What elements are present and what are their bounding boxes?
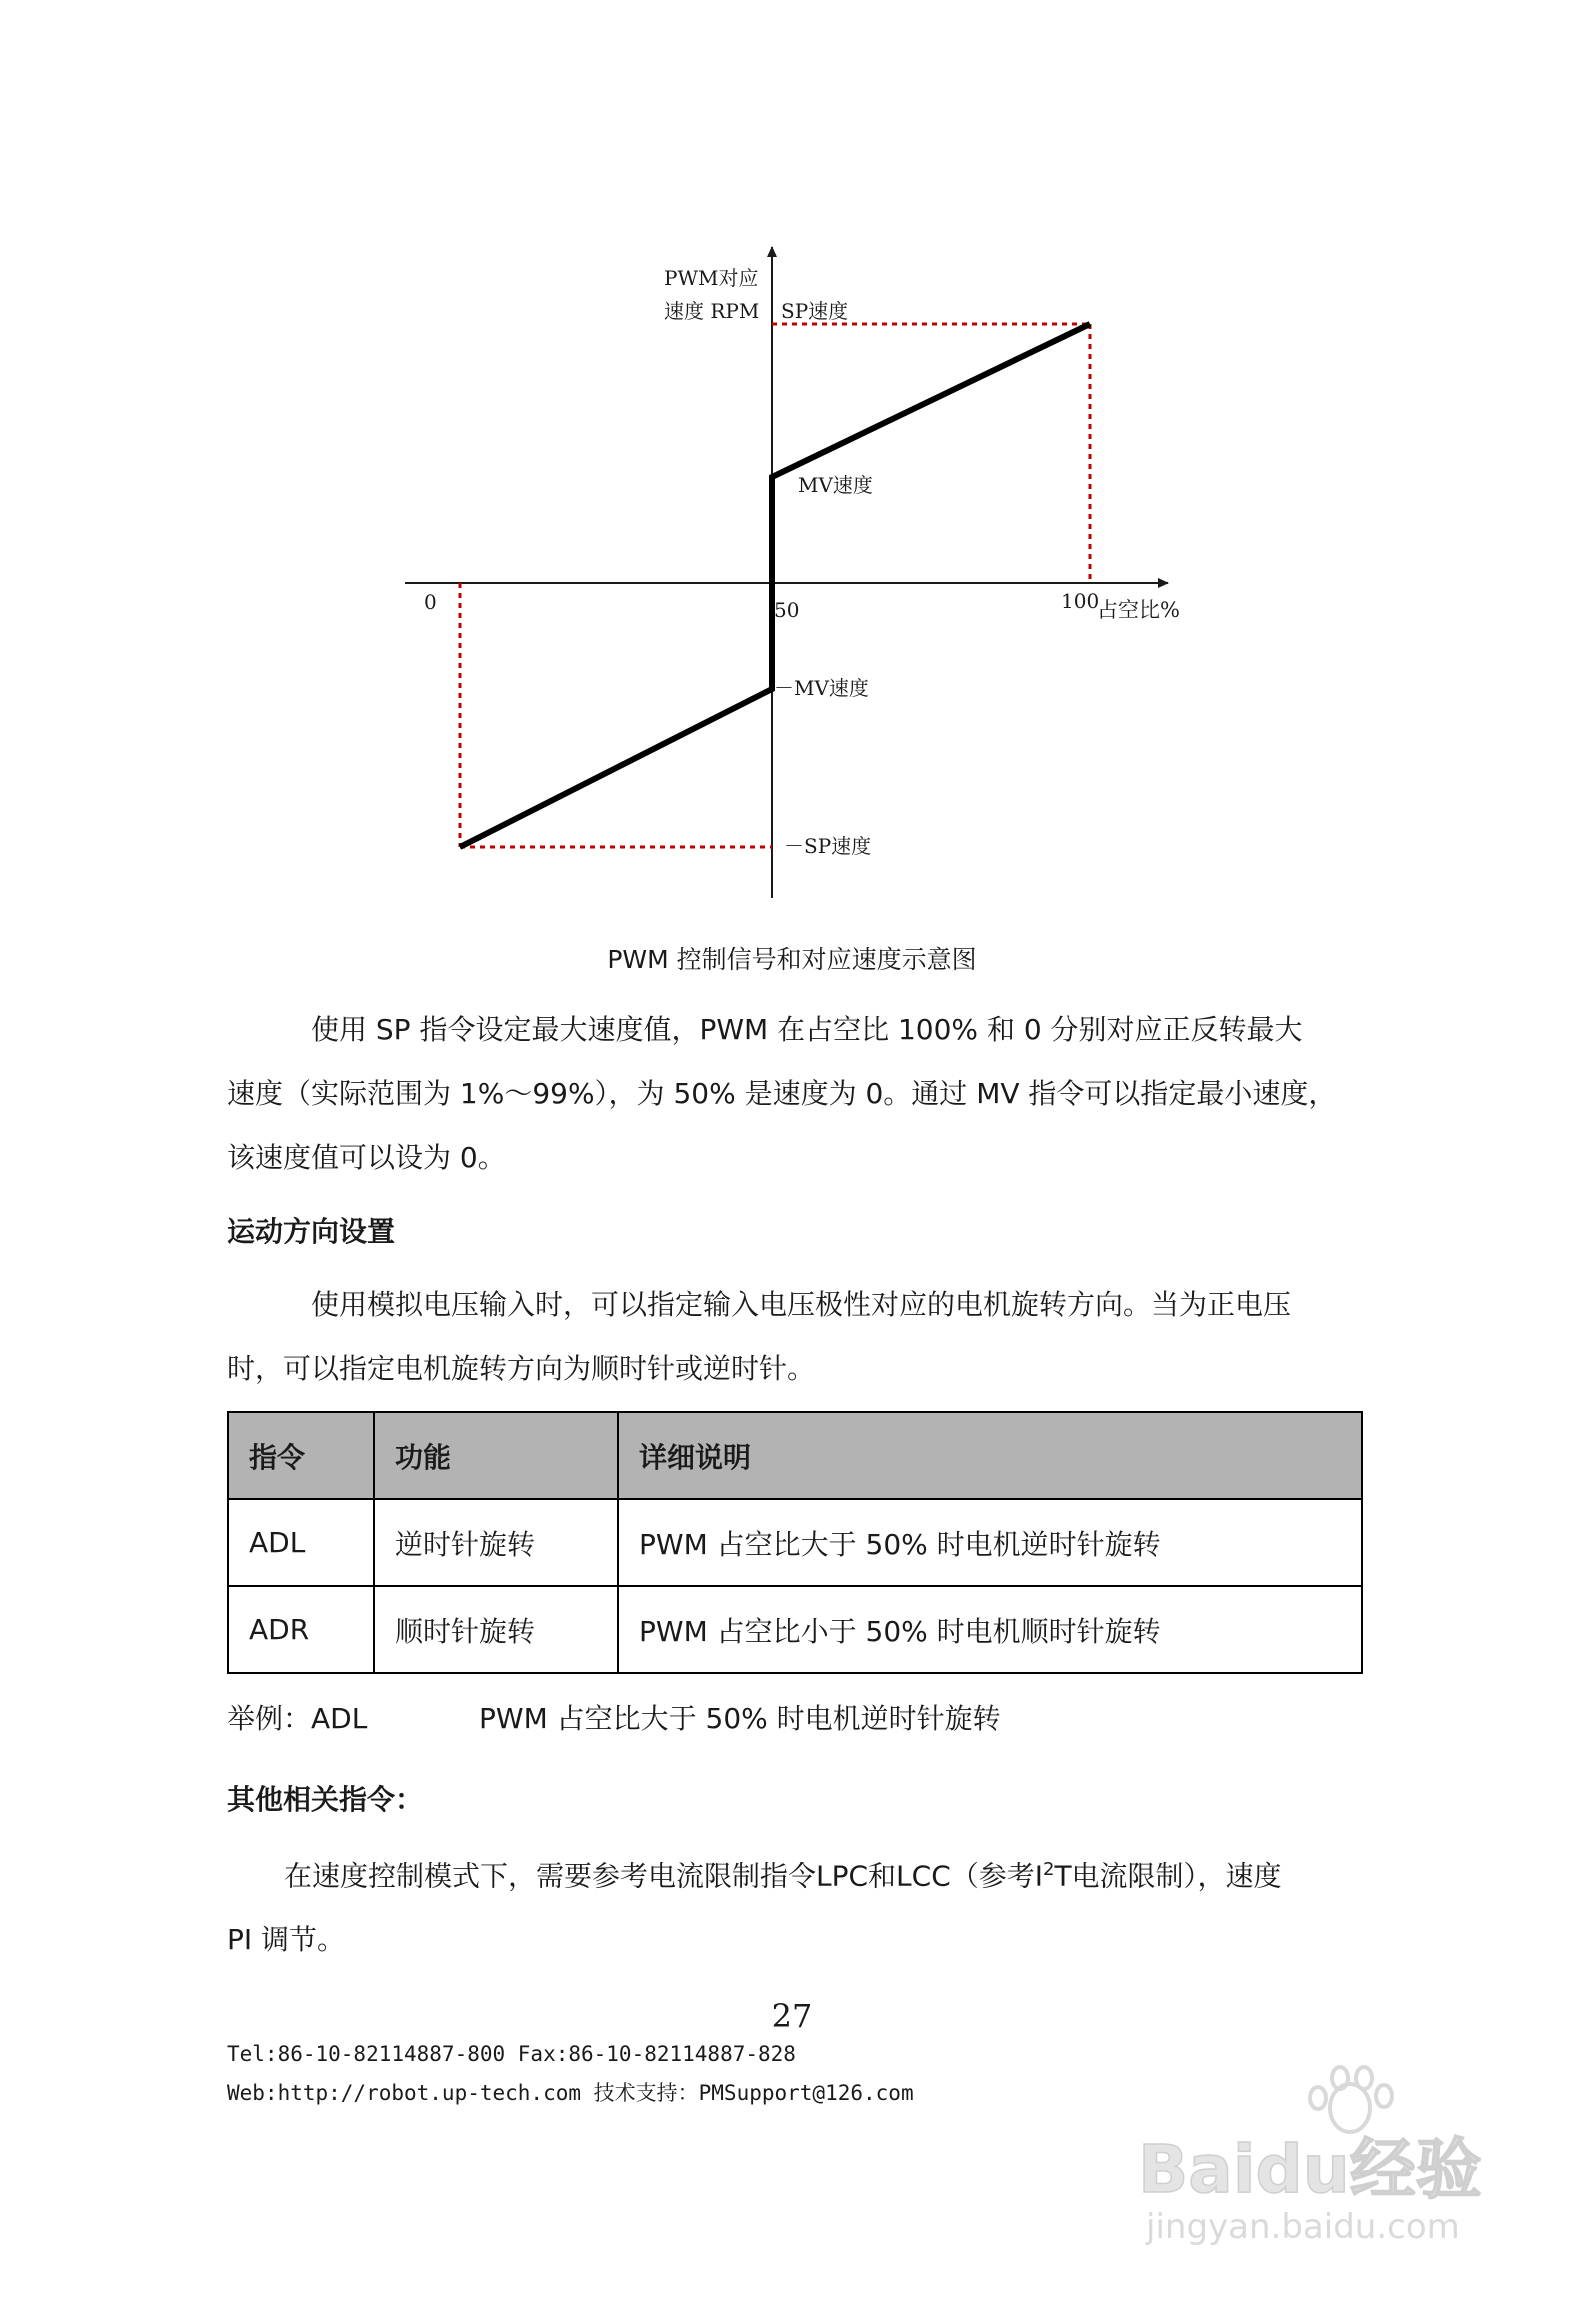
paragraph-other-commands (227, 1838, 1362, 1972)
paragraph-speed-range (227, 998, 1362, 1190)
cell-command: ADR (228, 1586, 374, 1673)
table-header-row (228, 1412, 1362, 1499)
tick-0: 0 (424, 590, 437, 614)
example-prefix: 举例：ADL (227, 1702, 368, 1735)
cell-description: PWM 占空比小于 50% 时电机顺时针旋转 (618, 1586, 1362, 1673)
table-row (228, 1499, 1362, 1586)
y-axis-label-line2: 速度 RPM (664, 299, 760, 323)
speed-curve (460, 324, 1090, 847)
cell-function: 顺时针旋转 (374, 1586, 618, 1673)
header-function: 功能 (374, 1412, 618, 1499)
baidu-watermark (1128, 2060, 1508, 2260)
page-number: 27 (771, 1997, 813, 2035)
x-axis-label: 占空比% (1097, 598, 1180, 622)
heading-other-commands: 其他相关指令： (227, 1783, 424, 1816)
header-description: 详细说明 (618, 1412, 1362, 1499)
cell-command: ADL (228, 1499, 374, 1586)
para3-line2: PI 调节。 (227, 1923, 346, 1957)
header-command: 指令 (228, 1412, 374, 1499)
para2-line2: 时，可以指定电机旋转方向为顺时针或逆时针。 (227, 1352, 816, 1385)
example-line (227, 1697, 1001, 1737)
neg-sp-speed-label: －SP速度 (784, 834, 872, 858)
footer-web: Web:http://robot.up-tech.com 技术支持：PMSupport@126.com (227, 2081, 914, 2105)
pwm-speed-figure (0, 0, 1584, 930)
para1-line2: 速度（实际范围为 1%～99%），为 50% 是速度为 0。通过 MV 指令可以指定最小速度， (227, 1077, 1337, 1110)
para3-line1-b: T电流限制），速度 (1054, 1859, 1282, 1893)
paw-icon (1310, 2067, 1392, 2132)
mv-speed-label: MV速度 (798, 473, 873, 497)
footer-contact: Tel:86-10-82114887-800 Fax:86-10-82114887-828 (227, 2042, 796, 2066)
cell-description: PWM 占空比大于 50% 时电机逆时针旋转 (618, 1499, 1362, 1586)
cell-function: 逆时针旋转 (374, 1499, 618, 1586)
heading-direction-setting: 运动方向设置 (227, 1215, 396, 1248)
para2-line1: 使用模拟电压输入时，可以指定输入电压极性对应的电机旋转方向。当为正电压 (311, 1288, 1292, 1321)
table-row (228, 1586, 1362, 1673)
neg-mv-speed-label: －MV速度 (774, 676, 869, 700)
paragraph-direction (227, 1273, 1362, 1401)
para3-line1-a: 在速度控制模式下，需要参考电流限制指令LPC和LCC（参考I (284, 1859, 1043, 1893)
sp-speed-label: SP速度 (781, 299, 849, 323)
figure-caption: PWM 控制信号和对应速度示意图 (607, 945, 977, 974)
tick-100: 100 (1061, 589, 1100, 613)
y-axis-label-line1: PWM对应 (664, 266, 759, 290)
watermark-brand: Baidu经验 (1138, 2131, 1482, 2208)
para1-line3: 该速度值可以设为 0。 (227, 1141, 506, 1174)
para3-superscript: 2 (1043, 1859, 1055, 1880)
direction-command-table (227, 1411, 1363, 1674)
tick-50: 50 (774, 598, 800, 622)
para1-line1: 使用 SP 指令设定最大速度值，PWM 在占空比 100% 和 0 分别对应正反转最大 (311, 1013, 1303, 1046)
example-description: PWM 占空比大于 50% 时电机逆时针旋转 (479, 1702, 1001, 1735)
watermark-url: jingyan.baidu.com (1146, 2207, 1460, 2247)
